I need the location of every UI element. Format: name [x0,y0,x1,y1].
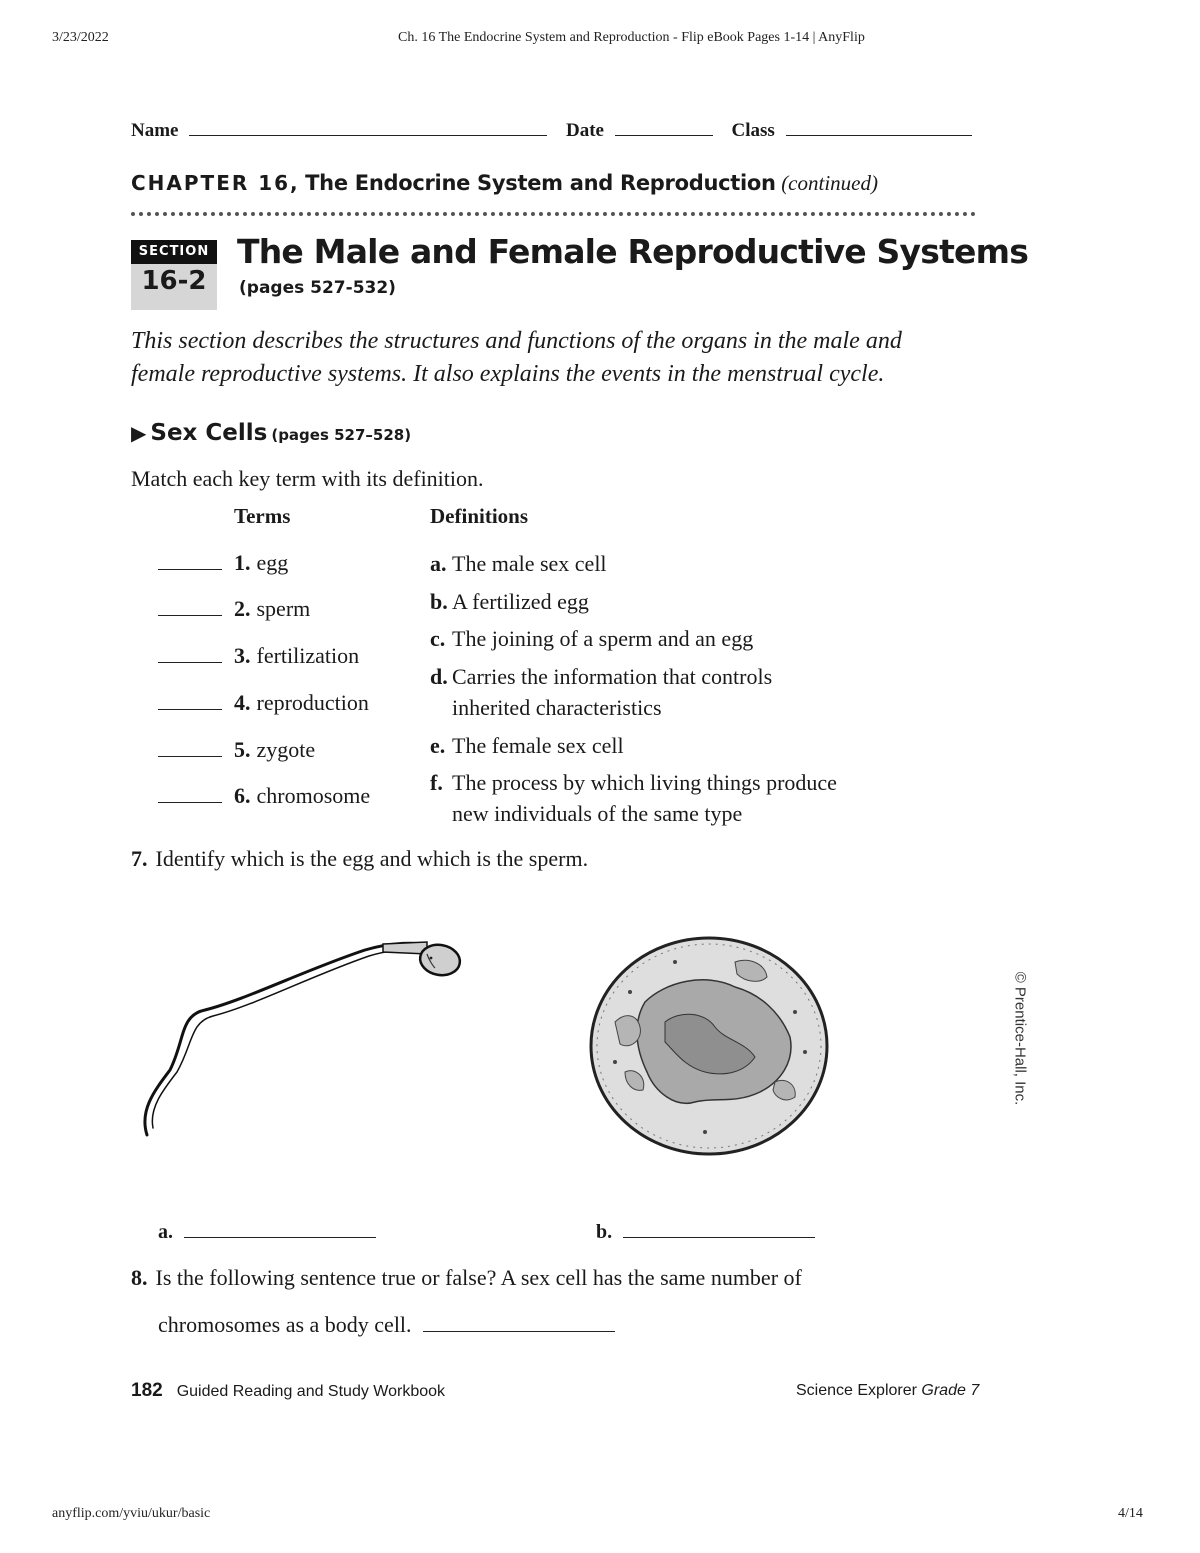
chapter-label: CHAPTER 16, [131,171,300,195]
date-field[interactable] [615,135,713,136]
subsection-title: Sex Cells [150,420,268,446]
name-label: Name [131,120,179,141]
subsection-pages: (pages 527–528) [271,426,412,444]
question-8 [131,1265,802,1291]
term-number: 2. [234,596,251,621]
question-text: chromosomes as a body cell. [158,1312,412,1337]
definition-row [430,767,870,829]
definition-text: A fertilized egg [452,589,589,614]
sperm-illustration [135,930,475,1140]
page-number: 182 [131,1380,163,1401]
definition-row [430,586,900,617]
definition-text: The joining of a sperm and an egg [452,626,754,651]
book-title: Guided Reading and Study Workbook [176,1383,446,1400]
answer-blank[interactable] [158,569,222,570]
section-tag: SECTION [131,240,217,264]
term-text: egg [256,550,289,575]
answer-a-field[interactable] [184,1237,376,1238]
definition-letter: f. [430,770,443,795]
question-8-continued [158,1312,615,1338]
name-field[interactable] [189,135,547,136]
section-number: 16-2 [141,266,207,296]
chapter-continued: (continued) [781,171,878,195]
answer-blank[interactable] [158,756,222,757]
term-number: 4. [234,690,251,715]
term-number: 3. [234,643,251,668]
print-title: Ch. 16 The Endocrine System and Reproduction - Flip eBook Pages 1-14 | AnyFlip [398,30,865,45]
print-page: 4/14 [1118,1506,1143,1521]
workbook-footer-left [131,1380,445,1402]
subsection-heading [131,420,411,446]
term-row [158,596,310,622]
answer-blank[interactable] [158,802,222,803]
name-date-class-row [131,120,972,142]
answer-a-label: a. [158,1221,173,1243]
definition-text: The male sex cell [452,551,607,576]
definition-row [430,661,830,723]
question-number: 8. [131,1265,148,1290]
definition-letter: b. [430,589,448,614]
terms-header: Terms [234,504,291,528]
definition-letter: e. [430,733,446,758]
answer-b [596,1221,815,1244]
term-row [158,737,315,763]
definition-text: The female sex cell [452,733,624,758]
answer-b-label: b. [596,1221,613,1243]
triangle-arrow-icon: ▶ [131,423,147,445]
chapter-heading [131,170,878,196]
definition-letter: d. [430,664,448,689]
definition-letter: a. [430,551,447,576]
term-text: sperm [256,596,311,621]
dotted-divider [131,212,976,216]
print-date: 3/23/2022 [52,30,109,45]
definition-text: Carries the information that controls inherited characteristics [452,664,773,720]
section-intro: This section describes the structures and functions of the organs in the male and female reproductive systems. It also explains the events in the menstrual cycle. [131,328,902,387]
answer-blank[interactable] [158,615,222,616]
definition-text: The process by which living things produce new individuals of the same type [452,770,837,826]
question-7 [131,846,588,872]
question-8-answer-field[interactable] [423,1331,615,1332]
term-number: 1. [234,550,251,575]
print-url: anyflip.com/yviu/ukur/basic [52,1506,211,1521]
matching-instruction: Match each key term with its definition. [131,466,484,491]
term-number: 5. [234,737,251,762]
section-title: The Male and Female Reproductive Systems [237,232,1029,271]
term-row [158,643,359,669]
question-number: 7. [131,846,148,871]
egg-illustration [585,932,835,1162]
class-field[interactable] [786,135,972,136]
term-text: reproduction [256,690,369,715]
term-text: chromosome [256,783,371,808]
series-name: Science Explorer [796,1382,917,1399]
definition-letter: c. [430,626,446,651]
class-label: Class [731,120,775,141]
chapter-title: The Endocrine System and Reproduction [305,171,776,195]
term-text: zygote [256,737,316,762]
date-label: Date [565,120,604,141]
term-row [158,690,369,716]
answer-blank[interactable] [158,709,222,710]
question-text: Identify which is the egg and which is the sperm. [155,846,589,871]
term-number: 6. [234,783,251,808]
definitions-header: Definitions [430,504,529,528]
section-pages: (pages 527-532) [239,278,396,298]
definition-row [430,730,900,761]
answer-b-field[interactable] [623,1237,815,1238]
answer-blank[interactable] [158,662,222,663]
question-text: Is the following sentence true or false? A sex cell has the same number of [155,1265,802,1290]
definition-row [430,548,900,579]
term-text: fertilization [256,643,360,668]
copyright-text: © Prentice-Hall, Inc. [1011,971,1029,1106]
grade-label: Grade 7 [921,1382,980,1399]
term-row [158,550,288,576]
workbook-footer-right [796,1382,979,1400]
answer-a [158,1221,376,1244]
definition-row [430,623,900,654]
term-row [158,783,370,809]
